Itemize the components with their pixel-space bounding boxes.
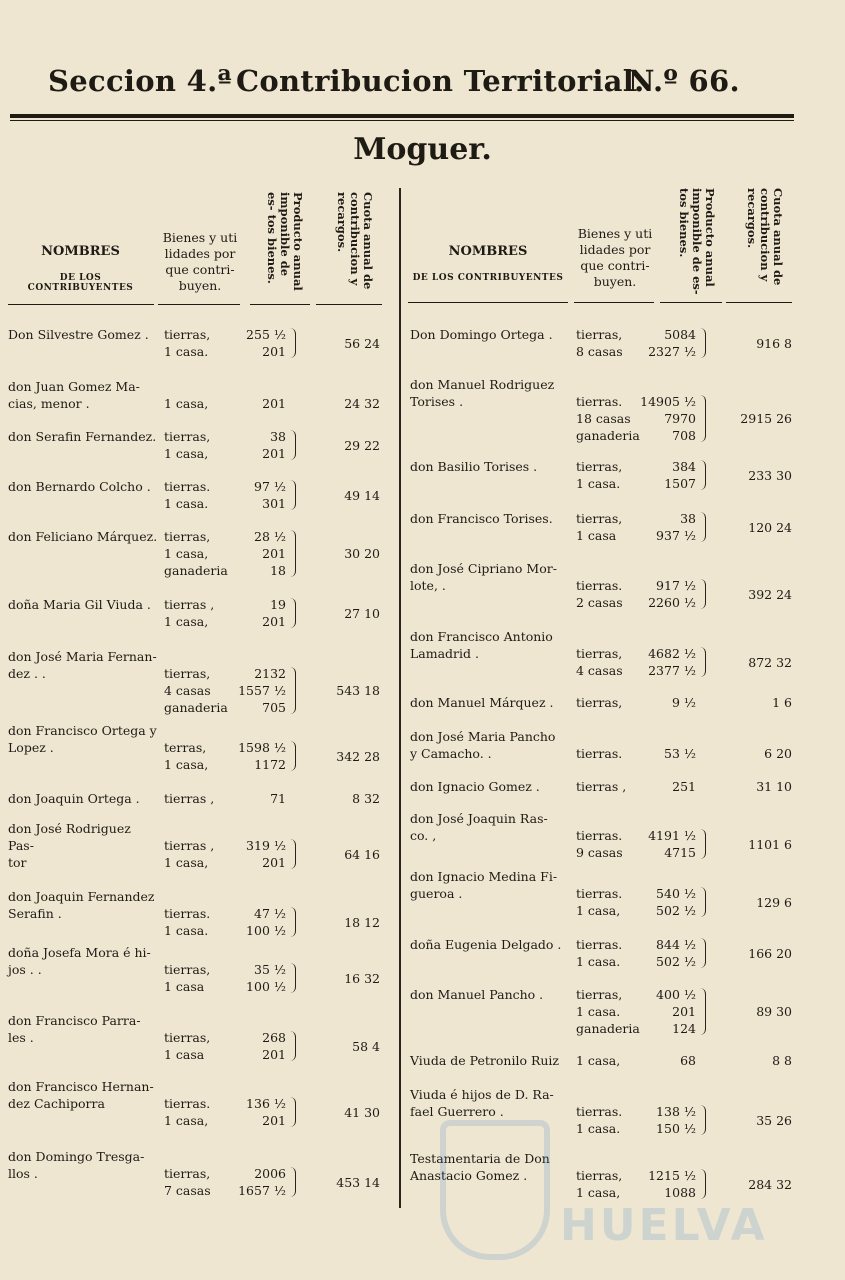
annual-quota: 543 18 — [336, 683, 380, 698]
annual-product: 35 ½ 100 ½ — [246, 962, 286, 994]
annual-product: 38 937 ½ — [656, 511, 696, 543]
grouping-brace — [290, 598, 296, 628]
annual-quota: 16 32 — [344, 971, 380, 986]
annual-quota: 284 32 — [748, 1177, 792, 1192]
annual-product: 917 ½ 2260 ½ — [648, 578, 696, 610]
annual-quota: 24 32 — [344, 396, 380, 411]
section-label: Seccion 4.ª — [48, 64, 232, 98]
right-goods-header: Bienes y uti lidades por que contri- buyen. — [577, 226, 653, 289]
annual-product: 384 1507 — [664, 459, 696, 491]
annual-quota: 64 16 — [344, 847, 380, 862]
goods-description: tierras. 18 casas ganaderia — [576, 394, 640, 443]
grouping-brace — [290, 1097, 296, 1127]
goods-description: terras, 1 casa, — [164, 740, 209, 772]
left-quota-rule — [316, 304, 382, 305]
annual-quota: 89 30 — [756, 1004, 792, 1019]
right-names-label: NOMBRES — [448, 244, 528, 259]
contributor-name: Viuda de Petronilo Ruiz — [410, 1053, 560, 1068]
right-goods-rule — [574, 302, 654, 303]
annual-quota: 6 20 — [764, 746, 792, 761]
grouping-brace — [290, 1031, 296, 1061]
annual-product: 19 201 — [262, 597, 286, 629]
goods-description: tierras. 1 casa. — [576, 937, 623, 969]
annual-product: 68 — [680, 1053, 696, 1068]
contributor-name: Don Silvestre Gomez . — [8, 327, 149, 342]
contributor-name: don José Maria Fernan- dez . . — [8, 649, 157, 681]
goods-description: tierras. 1 casa. — [164, 906, 211, 938]
annual-product: 319 ½ 201 — [246, 838, 286, 870]
grouping-brace — [700, 579, 706, 609]
contributor-name: don Bernardo Colcho . — [8, 479, 151, 494]
contributor-name: don Manuel Márquez . — [410, 695, 554, 710]
right-names-sublabel: DE LOS CONTRIBUYENTES — [412, 273, 564, 283]
left-names-rule — [8, 304, 154, 305]
annual-product: 9 ½ — [671, 695, 696, 710]
annual-product: 268 201 — [262, 1030, 286, 1062]
grouping-brace — [290, 963, 296, 993]
contributor-name: don Francisco Hernan- dez Cachiporra — [8, 1079, 154, 1111]
contributor-name: doña Eugenia Delgado . — [410, 937, 562, 952]
left-goods-rule — [158, 304, 240, 305]
goods-description: tierras, 1 casa, ganaderia — [164, 529, 228, 578]
goods-description: tierras , 1 casa, — [164, 597, 215, 629]
grouping-brace — [290, 328, 296, 358]
annual-product: 38 201 — [262, 429, 286, 461]
annual-product: 201 — [262, 396, 286, 411]
contributor-name: doña Josefa Mora é hi- jos . . — [8, 945, 151, 977]
goods-description: 1 casa, — [164, 396, 209, 411]
grouping-brace — [700, 512, 706, 542]
left-names-header — [8, 244, 153, 293]
annual-product: 71 — [270, 791, 286, 806]
right-quota-header: Cuota anual de contribucion y recargos. — [745, 188, 785, 286]
contributor-name: don José Joaquin Ras- co. , — [410, 811, 548, 843]
grouping-brace — [290, 430, 296, 460]
right-product-rule — [660, 302, 722, 303]
goods-description: tierras, 4 casas ganaderia — [164, 666, 228, 715]
contributor-name: don Ignacio Medina Fi- gueroa . — [410, 869, 558, 901]
contributor-name: don José Cipriano Mor- lote, . — [410, 561, 557, 593]
header-rule-thick — [10, 114, 794, 118]
grouping-brace — [700, 988, 706, 1035]
annual-product: 1598 ½ 1172 — [238, 740, 286, 772]
grouping-brace — [290, 1167, 296, 1197]
contributor-name: don Serafin Fernandez. — [8, 429, 157, 444]
goods-description: tierras, 1 casa. — [576, 459, 623, 491]
goods-description: tierras. 9 casas — [576, 828, 623, 860]
annual-product: 4682 ½ 2377 ½ — [648, 646, 696, 678]
left-quota-header: Cuota anual de contribucion y recargos. — [335, 192, 375, 290]
annual-quota: 18 12 — [344, 915, 380, 930]
annual-quota: 453 14 — [336, 1175, 380, 1190]
goods-description: tierras, 1 casa — [576, 511, 623, 543]
goods-description: tierras. 2 casas — [576, 578, 623, 610]
annual-product: 53 ½ — [664, 746, 696, 761]
contributor-name: don José Rodriguez Pas- tor — [8, 821, 131, 870]
annual-quota: 2915 26 — [740, 411, 792, 426]
column-divider — [399, 188, 401, 1208]
annual-quota: 129 6 — [756, 895, 792, 910]
annual-quota: 120 24 — [748, 520, 792, 535]
grouping-brace — [700, 647, 706, 677]
annual-product: 2006 1657 ½ — [238, 1166, 286, 1198]
annual-quota: 166 20 — [748, 946, 792, 961]
shield-icon — [440, 1120, 550, 1260]
goods-description: tierras, 1 casa — [164, 962, 211, 994]
annual-product: 97 ½ 301 — [254, 479, 286, 511]
left-product-header: Producto anual imponible de es- tos bienes. — [265, 192, 305, 291]
grouping-brace — [290, 667, 296, 714]
annual-quota: 8 8 — [772, 1053, 792, 1068]
right-quota-rule — [726, 302, 792, 303]
annual-product: 251 — [672, 779, 696, 794]
watermark-text: HUELVA — [560, 1200, 768, 1251]
annual-quota: 35 26 — [756, 1113, 792, 1128]
goods-description: tierras, 1 casa. — [164, 327, 211, 359]
contributor-name: don Francisco Ortega y Lopez . — [8, 723, 157, 755]
goods-description: tierras. 1 casa. — [576, 1104, 623, 1136]
contributor-name: doña Maria Gil Viuda . — [8, 597, 151, 612]
contributor-name: don Ignacio Gomez . — [410, 779, 540, 794]
contributor-name: don Manuel Rodriguez Torises . — [410, 377, 555, 409]
left-names-sublabel: DE LOS CONTRIBUYENTES — [27, 273, 134, 293]
contributor-name: don José Maria Pancho y Camacho. . — [410, 729, 556, 761]
annual-product: 4191 ½ 4715 — [648, 828, 696, 860]
annual-product: 1215 ½ 1088 — [648, 1168, 696, 1200]
document-number: N.º 66. — [628, 64, 740, 98]
goods-description: tierras. 1 casa. — [164, 479, 211, 511]
page-header — [48, 64, 748, 104]
annual-product: 138 ½ 150 ½ — [656, 1104, 696, 1136]
annual-quota: 1 6 — [772, 695, 792, 710]
annual-product: 400 ½ 201 124 — [656, 987, 696, 1036]
annual-quota: 41 30 — [344, 1105, 380, 1120]
annual-quota: 342 28 — [336, 749, 380, 764]
contributor-name: Don Domingo Ortega . — [410, 327, 553, 342]
annual-quota: 29 22 — [344, 438, 380, 453]
annual-product: 47 ½ 100 ½ — [246, 906, 286, 938]
goods-description: tierras, — [576, 695, 623, 710]
annual-quota: 27 10 — [344, 606, 380, 621]
archive-watermark — [440, 1120, 770, 1260]
contributor-name: don Basilio Torises . — [410, 459, 538, 474]
goods-description: tierras, 1 casa. ganaderia — [576, 987, 640, 1036]
annual-product: 14905 ½ 7970 708 — [640, 394, 696, 443]
document-title: Contribucion Territorial. — [236, 64, 645, 98]
goods-description: tierras. 1 casa, — [576, 886, 623, 918]
goods-description: tierras , — [164, 791, 215, 806]
annual-quota: 30 20 — [344, 546, 380, 561]
grouping-brace — [290, 741, 296, 771]
goods-description: tierras, 7 casas — [164, 1166, 211, 1198]
contributor-name: don Juan Gomez Ma- cias, menor . — [8, 379, 140, 411]
annual-quota: 31 10 — [756, 779, 792, 794]
contributor-name: don Domingo Tresga- llos . — [8, 1149, 145, 1181]
right-names-header — [408, 244, 568, 283]
contributor-name: don Feliciano Márquez. — [8, 529, 158, 544]
right-product-header: Producto anual imponible de es- tos bienes. — [677, 188, 717, 295]
contributor-name: don Francisco Parra- les . — [8, 1013, 141, 1045]
grouping-brace — [700, 460, 706, 490]
contributor-name: don Francisco Torises. — [410, 511, 553, 526]
grouping-brace — [290, 907, 296, 937]
goods-description: tierras , — [576, 779, 627, 794]
grouping-brace — [290, 480, 296, 510]
annual-product: 844 ½ 502 ½ — [656, 937, 696, 969]
goods-description: tierras, 1 casa, — [576, 1168, 623, 1200]
annual-product: 540 ½ 502 ½ — [656, 886, 696, 918]
contributor-name: don Francisco Antonio Lamadrid . — [410, 629, 553, 661]
grouping-brace — [700, 829, 706, 859]
grouping-brace — [700, 887, 706, 917]
annual-quota: 872 32 — [748, 655, 792, 670]
contributor-name: don Joaquin Ortega . — [8, 791, 140, 806]
goods-description: tierras , 1 casa, — [164, 838, 215, 870]
header-rule-thin — [10, 120, 794, 121]
grouping-brace — [700, 938, 706, 968]
annual-product: 5084 2327 ½ — [648, 327, 696, 359]
annual-product: 136 ½ 201 — [246, 1096, 286, 1128]
grouping-brace — [290, 839, 296, 869]
contributor-name: Viuda é hijos de D. Ra- fael Guerrero . — [410, 1087, 554, 1119]
goods-description: tierras, 1 casa, — [164, 429, 211, 461]
annual-product: 2132 1557 ½ 705 — [238, 666, 286, 715]
grouping-brace — [290, 530, 296, 577]
goods-description: 1 casa, — [576, 1053, 621, 1068]
goods-description: tierras, 1 casa — [164, 1030, 211, 1062]
contributor-name: don Joaquin Fernandez Serafin . — [8, 889, 155, 921]
annual-quota: 56 24 — [344, 336, 380, 351]
annual-product: 28 ½ 201 18 — [254, 529, 286, 578]
contributor-name: Testamentaria de Don Anastacio Gomez . — [410, 1151, 550, 1183]
right-names-rule — [408, 302, 568, 303]
annual-quota: 233 30 — [748, 468, 792, 483]
annual-quota: 8 32 — [352, 791, 380, 806]
annual-quota: 1101 6 — [748, 837, 792, 852]
grouping-brace — [700, 328, 706, 358]
grouping-brace — [700, 395, 706, 442]
town-title: Moguer. — [353, 132, 492, 167]
contributor-name: don Manuel Pancho . — [410, 987, 544, 1002]
annual-quota: 916 8 — [756, 336, 792, 351]
goods-description: tierras, 8 casas — [576, 327, 623, 359]
left-goods-header: Bienes y uti lidades por que contri- buyen. — [162, 230, 238, 293]
left-product-rule — [250, 304, 310, 305]
goods-description: tierras, 4 casas — [576, 646, 623, 678]
annual-quota: 392 24 — [748, 587, 792, 602]
annual-quota: 49 14 — [344, 488, 380, 503]
goods-description: tierras. 1 casa, — [164, 1096, 211, 1128]
annual-quota: 58 4 — [352, 1039, 380, 1054]
annual-product: 255 ½ 201 — [246, 327, 286, 359]
left-names-label: NOMBRES — [41, 244, 120, 259]
goods-description: tierras. — [576, 746, 623, 761]
